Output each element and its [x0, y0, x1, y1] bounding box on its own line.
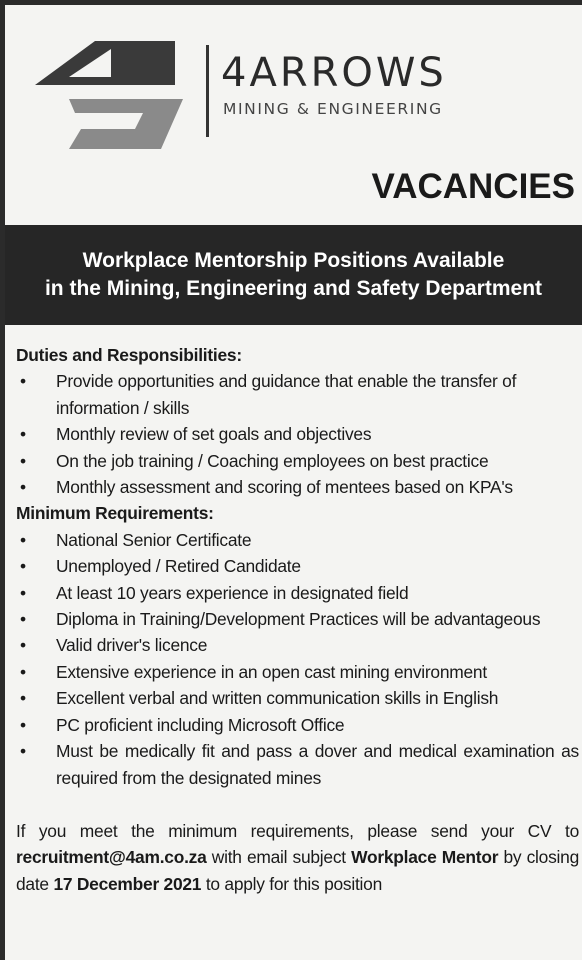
bullet-icon: •	[20, 609, 26, 630]
list-item: • Extensive experience in an open cast mining environment	[16, 659, 579, 685]
advert-body	[16, 342, 579, 897]
bullet-icon: •	[20, 450, 26, 471]
vacancies-heading: VACANCIES	[371, 167, 575, 206]
brand-subtitle: MINING & ENGINEERING	[223, 100, 443, 118]
requirements-title: Minimum Requirements:	[16, 503, 214, 524]
requirements-list	[16, 527, 579, 791]
list-item: • National Senior Certificate	[16, 527, 579, 553]
brand-name: 4ARROWS	[221, 50, 447, 96]
list-item: • Must be medically fit and pass a dover and medical examination as required from the designated mines	[16, 738, 579, 791]
email-subject: Workplace Mentor	[351, 847, 499, 868]
bullet-icon: •	[20, 661, 26, 682]
bullet-icon: •	[20, 371, 26, 392]
list-item: • Valid driver's licence	[16, 632, 579, 658]
list-item: • Monthly assessment and scoring of mentees based on KPA's	[16, 474, 579, 500]
list-item: • Unemployed / Retired Candidate	[16, 553, 579, 579]
duties-list	[16, 368, 579, 500]
position-banner	[5, 225, 582, 325]
bullet-icon: •	[20, 582, 26, 603]
list-item: • Provide opportunities and guidance that enable the transfer of information / skills	[16, 368, 579, 421]
application-instructions: If you meet the minimum requirements, please send your CV to recruitment@4am.co.za with email subject Workplace Mentor by closing date 17 December 2021 to apply for this position	[16, 820, 579, 894]
recruitment-email: recruitment@4am.co.za	[16, 847, 207, 868]
logo-divider	[206, 45, 209, 137]
list-item: • Monthly review of set goals and objectives	[16, 421, 579, 447]
duties-title: Duties and Responsibilities:	[16, 345, 242, 365]
list-item: • Excellent verbal and written communication skills in English	[16, 685, 579, 711]
bullet-icon: •	[20, 714, 26, 735]
bullet-icon: •	[20, 635, 26, 656]
advert-sheet	[5, 5, 582, 960]
bullet-icon: •	[20, 688, 26, 709]
4arrows-logo-icon	[25, 33, 190, 153]
banner-line-2: in the Mining, Engineering and Safety Department	[44, 277, 543, 300]
list-item: • PC proficient including Microsoft Office	[16, 712, 579, 738]
bullet-icon: •	[20, 556, 26, 577]
bullet-icon: •	[20, 529, 26, 550]
bullet-icon: •	[20, 741, 26, 762]
closing-date: 17 December 2021	[53, 873, 202, 894]
bullet-icon: •	[20, 424, 26, 445]
banner-line-1: Workplace Mentorship Positions Available	[82, 249, 505, 272]
bullet-icon: •	[20, 477, 26, 498]
list-item: • At least 10 years experience in designated field	[16, 580, 579, 606]
list-item: • On the job training / Coaching employees on best practice	[16, 448, 579, 474]
list-item: • Diploma in Training/Development Practices will be advantageous	[16, 606, 579, 632]
